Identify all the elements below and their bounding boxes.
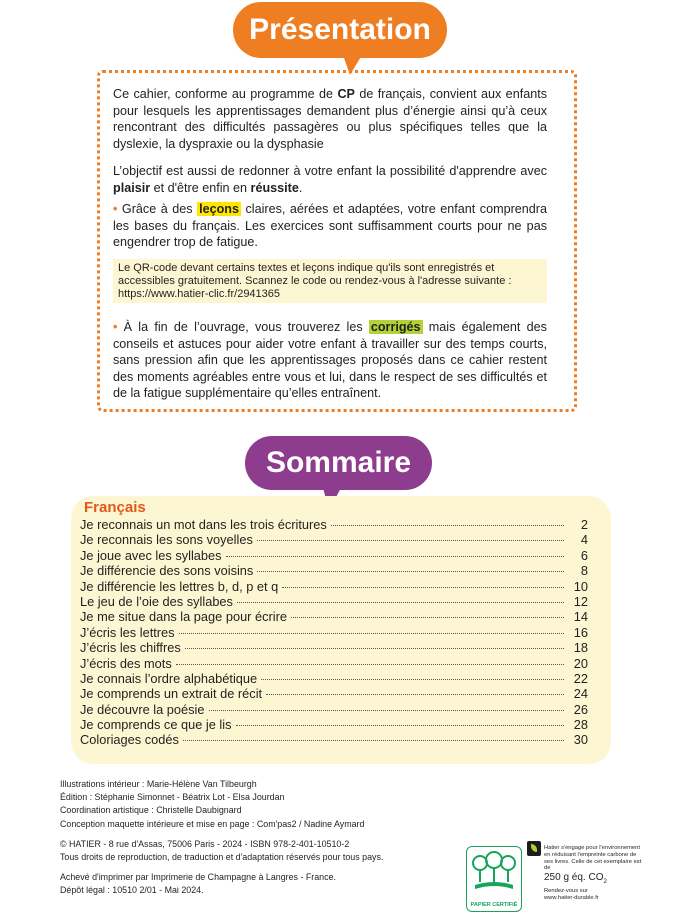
dot-leader xyxy=(179,633,564,634)
toc-item[interactable]: Je connais l’ordre alphabétique 22 xyxy=(80,670,588,686)
dot-leader xyxy=(291,617,564,618)
dot-leader xyxy=(261,679,564,680)
table-of-contents xyxy=(80,517,588,748)
toc-item[interactable]: J’écris les lettres 16 xyxy=(80,624,588,640)
certified-paper-logo xyxy=(466,846,522,912)
dot-leader xyxy=(183,740,564,741)
carbon-link[interactable]: www.hatier-durable.fr xyxy=(544,894,599,901)
toc-item[interactable]: J’écris les chiffres 18 xyxy=(80,640,588,656)
dot-leader xyxy=(176,664,564,665)
dot-leader xyxy=(266,694,564,695)
dot-leader xyxy=(209,710,565,711)
credit-conception: Conception maquette intérieure et mise en page : Com'pas2 / Nadine Aymard xyxy=(60,818,365,829)
sommaire-heading xyxy=(245,436,432,490)
credits-block xyxy=(60,778,480,898)
dot-leader xyxy=(282,587,564,588)
credit-rights: Tous droits de reproduction, de traduction et d'adaptation réservés pour tous pays. xyxy=(60,852,384,863)
sommaire-heading-text: Sommaire xyxy=(265,446,412,479)
toc-item[interactable]: Je différencie des sons voisins 8 xyxy=(80,563,588,579)
presentation-heading xyxy=(233,2,447,58)
answers-paragraph: • À la fin de l’ouvrage, vous trouverez les corrigés mais également des conseils et astuces pour aider votre enfant à travailler sur des temps courts, sans pression afin que les apprentissages proposés dans ce cahier restent des moments agréables entre vous et lui, dans le respect de ses difficultés et de la fatigue supplémentaire qu’elles entraînent. xyxy=(113,320,547,400)
toc-item[interactable]: J’écris des mots 20 xyxy=(80,655,588,671)
answers-highlight: corrigés xyxy=(370,320,421,334)
presentation-heading-text: Présentation xyxy=(249,13,431,46)
dot-leader xyxy=(257,540,564,541)
lessons-highlight: leçons xyxy=(199,202,239,216)
lessons-paragraph: • Grâce à des leçons claires, aérées et adaptées, votre enfant comprendra les bases du français. Les exercices sont suffisamment courts pour ne pas engendrer trop de fatigue. xyxy=(113,202,547,249)
credit-printing: Achevé d'imprimer par Imprimerie de Champagne à Langres - France. xyxy=(60,872,336,883)
carbon-value: 250 g éq. $CO_2$ xyxy=(544,872,607,886)
toc-item[interactable]: Le jeu de l’oie des syllabes 12 xyxy=(80,593,588,609)
toc-item[interactable]: Je joue avec les syllabes 6 xyxy=(80,547,588,563)
toc-section-title: Français xyxy=(84,499,146,516)
credit-legal: Dépôt légal : 10510 2/01 - Mai 2024. xyxy=(60,885,204,896)
qr-code-url[interactable]: https://www.hatier-clic.fr/2941365 xyxy=(118,288,281,300)
dot-leader xyxy=(237,602,564,603)
credit-coordination: Coordination artistique : Christelle Daubignard xyxy=(60,805,242,816)
bullet-icon: • xyxy=(113,202,118,216)
certified-paper-label: PAPIER CERTIFIÉ xyxy=(470,902,518,908)
dot-leader xyxy=(185,648,564,649)
dot-leader xyxy=(331,525,564,526)
dot-leader xyxy=(226,556,564,557)
toc-item[interactable]: Je reconnais les sons voyelles 4 xyxy=(80,532,588,548)
dot-leader xyxy=(236,725,564,726)
carbon-footprint-note: Hatier s'engage pour l'environnement en réduisant l'empreinte carbone de ses livres. Celle de cet exemplaire est de 250 g éq. $CO_2$ Rendez-vous sur www.hatier-durable.fr xyxy=(544,845,644,902)
toc-item[interactable]: Je découvre la poésie 26 xyxy=(80,701,588,717)
qr-code-note: Le QR-code devant certains textes et leçons indique qu'ils sont enregistrés et accessibles gratuitement. Scannez le code ou rendez-vous à l'adresse suivante : https://www.hatier-clic.fr/2941365 xyxy=(113,259,547,303)
toc-item[interactable]: Je me situe dans la page pour écrire 14 xyxy=(80,609,588,625)
toc-item[interactable]: Je comprends ce que je lis 28 xyxy=(80,717,588,733)
objective-paragraph: L’objectif est aussi de redonner à votre enfant la possibilité d'apprendre avec plaisir et d'être enfin en réussite. xyxy=(113,164,547,195)
credit-edition: Édition : Stéphanie Simonnet - Béatrix Lot - Elsa Jourdan xyxy=(60,792,285,803)
toc-item[interactable]: Je comprends un extrait de récit 24 xyxy=(80,686,588,702)
toc-item[interactable]: Coloriages codés 30 xyxy=(80,732,588,748)
dot-leader xyxy=(257,571,564,572)
intro-paragraph: Ce cahier, conforme au programme de CP de français, convient aux enfants pour lesquels les apprentissages demandent plus d’énergie ainsi qu’à ceux rencontrant des difficultés passagères ou plus spécifiques telles que la dyslexie, la dyspraxie ou la dysphasie xyxy=(113,87,547,151)
bullet-icon: • xyxy=(113,320,118,334)
toc-item[interactable]: Je reconnais un mot dans les trois écritures 2 xyxy=(80,517,588,532)
leaf-icon xyxy=(527,841,541,856)
credit-illustrations: Illustrations intérieur : Marie-Hélène Van Tilbeurgh xyxy=(60,779,257,789)
credit-copyright: © HATIER - 8 rue d'Assas, 75006 Paris - 2024 - ISBN 978-2-401-10510-2 xyxy=(60,838,350,849)
toc-item[interactable]: Je différencie les lettres b, d, p et q 10 xyxy=(80,578,588,594)
trees-icon xyxy=(471,851,517,895)
